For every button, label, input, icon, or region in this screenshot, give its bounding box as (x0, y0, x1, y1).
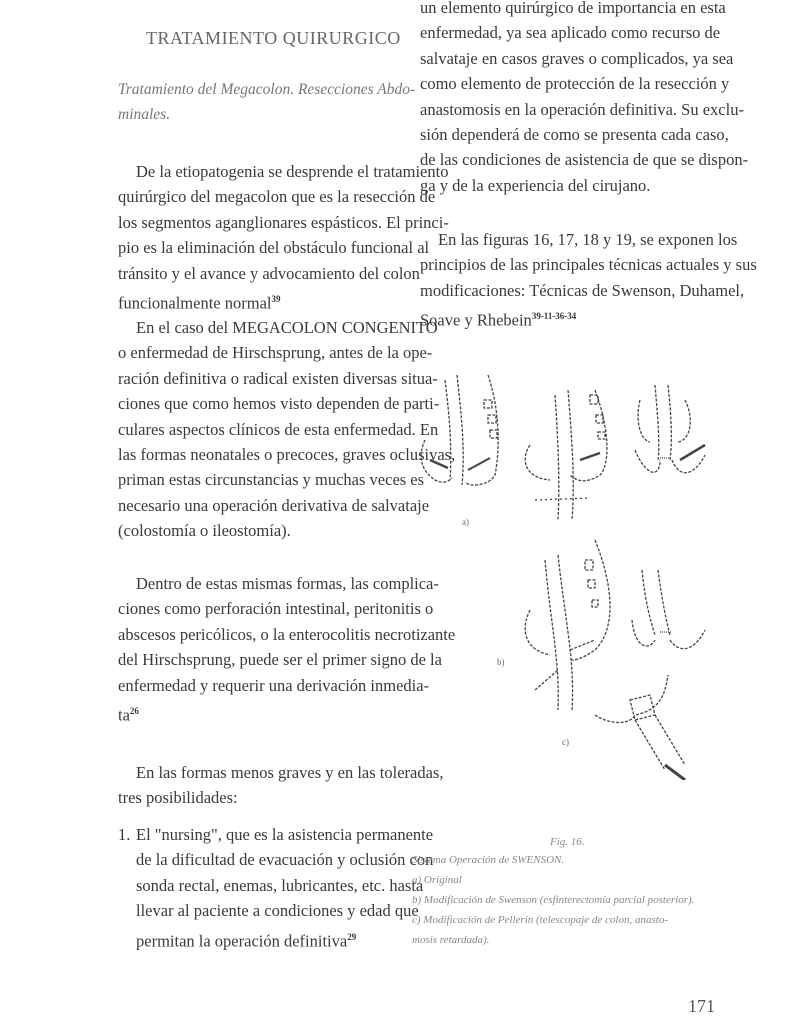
text-line-content: de la dificultad de evacuación y oclusión con (136, 850, 434, 870)
text-line (420, 176, 650, 196)
text-line-content: ta (118, 705, 130, 725)
text-line (438, 230, 738, 250)
text-line (420, 23, 721, 43)
text-line (420, 48, 734, 69)
text-line (118, 701, 139, 726)
text-line-content: enfermedad y requerir una derivación inmedia- (118, 675, 430, 695)
text-line-content: modificaciones: Técnicas de Swenson, Duhamel, (420, 280, 745, 300)
figure-caption-line: c) Modificación de Pellerin (telescopaje de colon, anasto- (412, 914, 668, 926)
text-line-content: necesario una operación derivativa de salvataje (118, 495, 430, 515)
citation-superscript: 29 (347, 931, 357, 942)
text-line (118, 212, 449, 233)
text-line-content: salvataje en casos graves o complicados, ya sea (420, 48, 734, 68)
text-line-content: principios de las principales técnicas actuales y sus (420, 255, 757, 275)
text-line-content: (colostomía o ileostomía). (118, 521, 291, 541)
text-line (136, 162, 449, 182)
text-line (118, 263, 420, 284)
text-line (118, 238, 430, 258)
text-line-content: Dentro de estas mismas formas, las complica- (136, 574, 439, 593)
text-line-content: funcionalmente normal (118, 293, 272, 313)
citation-superscript: 26 (129, 706, 139, 716)
text-line-content: ciones que como hemos visto dependen de parti- (118, 394, 440, 414)
text-line (136, 875, 424, 896)
section-heading: TRATAMIENTO QUIRURGICO (146, 28, 401, 48)
text-line (118, 650, 442, 670)
figure-caption-line: b) Modificación de Swenson (esfinterectomía parcial posterior). (412, 894, 695, 906)
text-line (118, 105, 170, 125)
text-line (420, 0, 726, 18)
text-line (118, 343, 433, 363)
text-line-content: culares aspectos clínicos de esta enfermedad. En (118, 419, 439, 439)
text-line-content: quirúrgico del megacolon que es la resección de (118, 187, 436, 207)
text-line-content: de las condiciones de asistencia de que se dispon- (420, 150, 749, 170)
figure-caption-line: a) Original (412, 874, 462, 886)
text-line-content: abscesos pericólicos, o la enterocolitis necrotizante (118, 624, 456, 644)
text-line (136, 574, 439, 594)
text-line-content: anastomosis en la operación definitiva. Su exclu- (420, 99, 744, 119)
text-line (118, 495, 430, 516)
text-line-content: Soave y Rhebein (420, 310, 532, 330)
text-line-content: o enfermedad de Hirschsprung, antes de la ope- (118, 343, 433, 363)
text-line-content: como elemento de protección de la resección y (420, 74, 730, 94)
text-line (420, 99, 744, 120)
text-line-content: En las figuras 16, 17, 18 y 19, se exponen los (438, 230, 738, 249)
text-line-content: En las formas menos graves y en las toleradas, (136, 763, 444, 782)
text-line (118, 80, 416, 100)
text-line (136, 825, 434, 845)
text-line (118, 187, 436, 207)
text-line-content: un elemento quirúrgico de importancia en esta (420, 0, 726, 17)
text-line (118, 788, 238, 808)
diagram-label-b: b) (497, 657, 505, 667)
text-line-content: pio es la eliminación del obstáculo funcional al (118, 238, 430, 258)
figure-16-surgical-diagram (410, 360, 730, 780)
text-line (118, 368, 438, 389)
diagram-label-c: c) (562, 737, 569, 747)
figure-caption-line: Sistema Operación de SWENSON. (412, 854, 565, 866)
text-line (420, 74, 730, 94)
list-item-number: 1. (118, 825, 131, 844)
text-line (420, 280, 745, 301)
text-line (136, 318, 438, 338)
text-line (118, 470, 425, 490)
text-line-content: ciones como perforación intestinal, peritonitis o (118, 599, 434, 619)
text-line-content: enfermedad, ya sea aplicado como recurso de (420, 23, 721, 43)
diagram-c-pellerin (595, 675, 685, 780)
text-line (420, 255, 757, 275)
text-line (136, 763, 444, 783)
text-line (118, 675, 430, 696)
diagram-b-modification (525, 540, 705, 710)
diagram-label-a: a) (462, 517, 469, 527)
figure-caption-title: Fig. 16. (550, 836, 585, 848)
text-line (136, 850, 434, 870)
text-line-content: sión dependerá de como se presenta cada caso, (420, 125, 729, 144)
text-line-content: llevar al paciente a condiciones y edad que (136, 901, 419, 921)
text-line-content: tránsito y el avance y advocamiento del colon (118, 263, 420, 283)
text-line-content: El "nursing", que es la asistencia permanente (136, 825, 434, 844)
text-line (118, 624, 456, 645)
text-line-content: ración definitiva o radical existen diversas situa- (118, 368, 438, 388)
text-line-content: del Hirschsprung, puede ser el primer signo de la (118, 650, 442, 670)
text-line (118, 599, 434, 619)
text-line (118, 394, 440, 414)
text-line-content: Tratamiento del Megacolon. Resecciones Abdo- (118, 81, 416, 98)
figure-caption-line: mosis retardada). (412, 934, 490, 946)
text-line-content: De la etiopatogenia se desprende el tratamiento (136, 162, 449, 181)
text-line-content: ga y de la experiencia del cirujano. (420, 175, 651, 195)
text-line (420, 125, 729, 145)
text-line-content: sonda rectal, enemas, lubricantes, etc. hasta (136, 875, 424, 895)
text-line (118, 419, 439, 440)
text-line (118, 445, 456, 465)
text-line (420, 306, 576, 331)
text-line-content: las formas neonatales o precoces, graves oclusivas, (118, 445, 456, 464)
text-line (118, 289, 281, 314)
text-line-content: permitan la operación definitiva (136, 931, 348, 951)
page-number: 171 (688, 996, 715, 1016)
citation-superscript: 39 (271, 294, 281, 304)
text-line-content: tres posibilidades: (118, 788, 238, 808)
text-line (136, 901, 419, 921)
text-line-content: minales. (118, 106, 171, 124)
text-line-content: En el caso del MEGACOLON CONGENITO (136, 318, 438, 337)
text-line (118, 521, 291, 541)
text-line (420, 150, 749, 170)
text-line-content: priman estas circunstancias y muchas veces es (118, 470, 425, 490)
citation-superscript: 39-11-36-34 (531, 311, 577, 322)
text-line (136, 927, 356, 952)
diagram-a-original (421, 375, 705, 520)
text-line-content: los segmentos aganglionares espásticos. El princi- (118, 212, 449, 232)
